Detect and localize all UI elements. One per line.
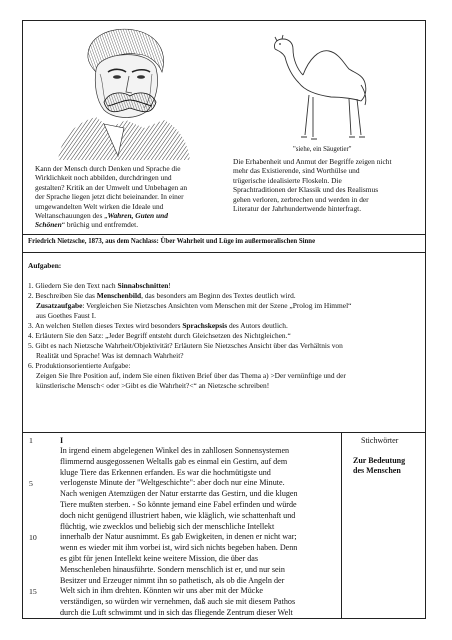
task-4: 4. Erläutern Sie den Satz: „Jeder Begriff entsteht durch Gleichsetzen des Nichtgleichen.“ (28, 331, 291, 340)
text-line: doch nicht genügend illustriert haben, wie kläglich, wie schattenhaft und (60, 510, 296, 520)
text-line: kluge Tiere das Erkennen erfanden. Es war die hochmütigste und (60, 467, 271, 477)
text-line: In irgend einem abgelegenen Winkel des in zahllosen Sonnensystemen (60, 446, 290, 455)
divider-header (23, 234, 425, 235)
task-5: 5. Gibt es nach Nietzsche Wahrheit/Objektivität? Erläutern Sie Nietzsches Ansicht über das Verhältnis von (28, 341, 343, 350)
text-line: verlogenste Minute der "Weltgeschichte": aber doch nur eine Minute. (60, 478, 285, 488)
text-line: Tiere mußten sterben. - So könnte jemand eine Fabel erfinden und würde (60, 500, 297, 509)
text-line: Menschenleben hinausführte. Sondern menschlich ist er, und nur sein (60, 564, 285, 574)
task-1: 1. Gliedern Sie den Text nach Sinnabschnitten! (28, 281, 171, 290)
text-line: Besitzer und Erzeuger nimmt ihn so pathetisch, als ob die Angeln der (60, 575, 285, 585)
caption-left-line7: “ brüchig und entfremdet. (61, 220, 139, 230)
caption-left-line6: Weltanschauungen des „ (35, 211, 108, 220)
text-line: flimmernd ausgegossenen Weltalls gab es einmal ein Gestirn, auf dem (60, 456, 288, 466)
tasks-title: Aufgaben: (28, 261, 62, 270)
task-3: 3. An welchen Stellen dieses Textes wird besonders Sprachskepsis des Autors deutlich. (28, 321, 288, 330)
source-citation: Friedrich Nietzsche, 1873, aus dem Nachlass: Über Wahrheit und Lüge im außermoralischen Sinne (28, 238, 316, 245)
divider-source (23, 252, 425, 253)
task-5-line2: Realität und Sprache! Was ist demnach Wahrheit? (36, 351, 184, 360)
line-number: 5 (29, 479, 33, 488)
task-6-line3: künstlerische Mensch< oder >Gibt es die Wahrheit?<“ an Nietzsche schreiben! (36, 381, 270, 390)
camel-illustration (269, 25, 381, 143)
section-heading: I (60, 436, 64, 445)
text-line: wenn es wieder mit ihm vorbei ist, wird sich nichts begeben haben. Denn (60, 543, 298, 553)
text-section (23, 432, 427, 620)
worksheet-frame: "siehe, ein Säugetier" Kann der Mensch durch Denken und Sprache die Wirklichkeit noch abbilden, durchdringen und gestalten? Kritik an der Umwelt und Unbehagen an der Sprache liegen jetzt dicht beieinander. In einer umgewandelten Welt wirken die Ideale und Weltanschauungen des „Wahren, Guten und Schönen“ brüchig und entfremdet. Die Erhabenheit und Anmut der Begriffe zeigen nicht mehr das Existierende, sind Worthülse und trügerische idealisierte Floskeln. Die Sprachtraditionen der Klassik und des Realismus gehen verloren, zerbrechen und werden in der Literatur der Jahrhundertwende hinterfragt. Friedrich Nietzsche, 1873, aus dem Nachlass: Über Wahrheit und Lüge im außermoralischen Sinne Aufgaben: 1. Gliedern Sie den Text nach Sinnabschnitten! 2. Beschreiben Sie das Menschenbild, das besonders am Beginn des Textes deutlich wird. Zusatzaufgabe: Vergleichen Sie Nietzsches Ansichten vom Menschen mit der Szene „Prolog im Himmel“ aus Goethes Faust I. 3. An welchen Stellen dieses Textes wird besonders Sprachskepsis des Autors deutlich. 4. Erläutern Sie den Satz: „Jeder Begriff entsteht durch Gleichsetzen des Nichtgleichen.“ 5. Gibt es nach Nietzsche Wahrheit/Objektivität? Erläutern Sie Nietzsches Ansicht über das Verhältnis von Realität und Sprache! Was ist demnach Wahrheit? 6. Produktionsorientierte Aufgabe: Zeigen Sie Ihre Position auf, indem Sie einen fiktiven Brief über das Thema a) >Der vernünftige und der künstlerische Mensch< oder >Gibt es die Wahrheit?<“ an Nietzsche schreiben! 1 5 10 15 I In irgend einem abgelegenen Winkel des in zahllosen Sonnensystemen flimmernd ausgegossenen Weltalls gab es einmal ein Gestirn, auf dem kluge Tiere das Erkennen erfanden. Es war die hochmütigste und verlogenste Minute der "Weltgeschichte": aber doch nur eine Minute. Nach wenigen Atemzügen der Natur erstarrte das Gestirn, und die klugen Tiere mußten sterben. - So könnte jemand eine Fabel erfinden und würde doch nicht genügend illustriert haben, wie kläglich, wie schattenhaft und flüchtig, wie zwecklos und beliebig sich der menschliche Intellekt innerhalb der Natur ausnimmt. Es gab Ewigkeiten, in denen er nicht war; wenn es wieder mit ihm vorbei ist, wird sich nichts begeben haben. Denn es gibt für jenen Intellekt keine weitere Mission, die über das Menschenleben hinausführte. Sondern menschlich ist er, und nur sein Besitzer und Erzeuger nimmt ihn so pathetisch, als ob die Angeln der Welt sich in ihm drehten. Könnten wir uns aber mit der Mücke verständigen, so würden wir vernehmen, daß auch sie mit diesem Pathos durch die Luft schwimmt und in sich das fliegende Zentrum dieser Welt Stichwörter Zur Bedeutung des Menschen (22, 20, 426, 619)
task-6-line2: Zeigen Sie Ihre Position auf, indem Sie einen fiktiven Brief über das Thema a) >Der vernünftige und der (36, 371, 346, 380)
text-line: durch die Luft schwimmt und in sich das fliegende Zentrum dieser Welt (60, 608, 293, 617)
caption-left-emphasis-2: Schönen (35, 220, 62, 230)
line-number: 15 (29, 587, 37, 596)
text-line: innerhalb der Natur ausnimmt. Es gab Ewigkeiten, in denen er nicht war; (60, 532, 297, 542)
caption-left-emphasis: Wahren, Guten und (107, 211, 168, 220)
text-line: verständigen, so würden wir vernehmen, daß auch sie mit diesem Pathos (60, 597, 296, 607)
line-number: 10 (29, 533, 37, 542)
task-2-extra-line2: aus Goethes Faust I. (36, 311, 96, 320)
text-line: flüchtig, wie zwecklos und beliebig sich der menschliche Intellekt (60, 521, 275, 531)
task-6: 6. Produktionsorientierte Aufgabe: (28, 361, 131, 370)
side-label-meaning: Zur Bedeutung (353, 456, 406, 465)
text-line: Nach wenigen Atemzügen der Natur erstarrte das Gestirn, und die klugen (60, 489, 298, 499)
line-number: 1 (29, 436, 33, 445)
text-line: es gibt für jenen Intellekt keine weitere Mission, die über das (60, 554, 259, 563)
side-label-keywords: Stichwörter (361, 436, 399, 445)
side-label-meaning-2: des Menschen (353, 466, 401, 475)
task-2-extra: Zusatzaufgabe: Vergleichen Sie Nietzsches Ansichten vom Menschen mit der Szene „Prolog im Himmel“ (36, 301, 352, 310)
camel-caption: "siehe, ein Säugetier" (293, 146, 352, 153)
nietzsche-portrait (52, 24, 192, 160)
text-line: Welt sich in ihm drehten. Könnten wir uns aber mit der Mücke (60, 586, 263, 596)
task-2: 2. Beschreiben Sie das Menschenbild, das besonders am Beginn des Textes deutlich wird. (28, 291, 296, 300)
